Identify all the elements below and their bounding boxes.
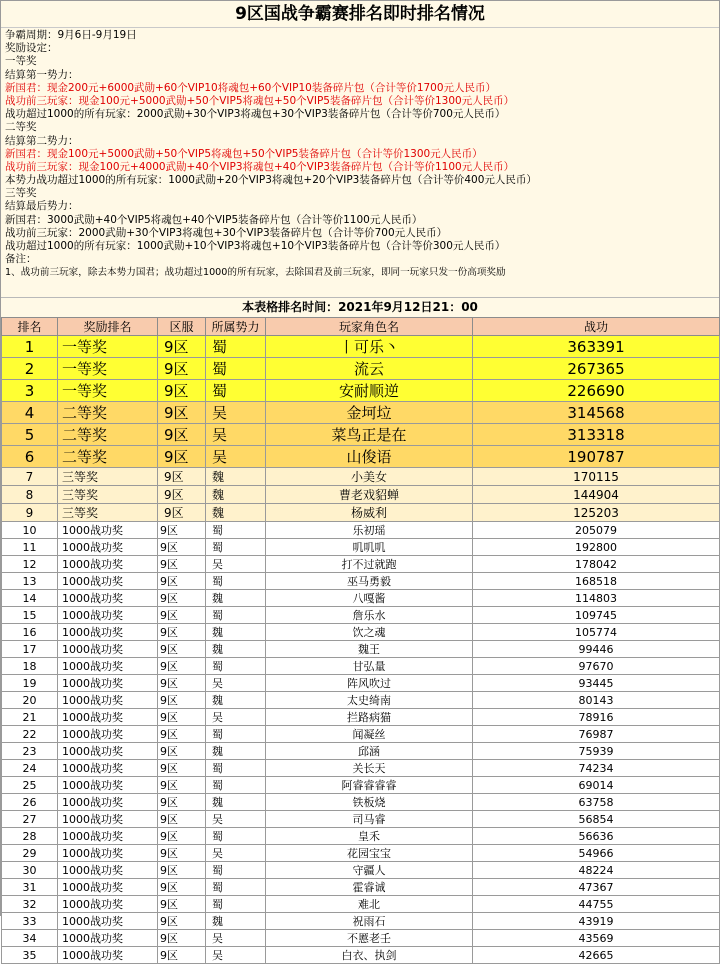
- info-line: 新国君：3000武勋+40个VIP5将魂包+40个VIP5装备碎片包（合计等价1100元人民币）: [5, 213, 423, 226]
- cell-merit[interactable]: 363391: [473, 336, 720, 358]
- cell-merit[interactable]: 69014: [473, 777, 720, 794]
- info-line: 二等奖: [5, 121, 37, 134]
- cell-force[interactable]: 吴: [206, 402, 266, 424]
- cell-prize[interactable]: 1000战功奖: [58, 777, 158, 794]
- cell-player-name[interactable]: 闻凝丝: [266, 726, 473, 743]
- cell-rank[interactable]: 17: [2, 641, 58, 658]
- cell-player-name[interactable]: 关长天: [266, 760, 473, 777]
- cell-prize[interactable]: 1000战功奖: [58, 675, 158, 692]
- table-row[interactable]: [2, 777, 720, 794]
- cell-zone[interactable]: 9区: [158, 424, 206, 446]
- cell-zone[interactable]: 9区: [158, 896, 206, 913]
- cell-prize[interactable]: 1000战功奖: [58, 828, 158, 845]
- cell-player-name[interactable]: 铁板烧: [266, 794, 473, 811]
- cell-merit[interactable]: 109745: [473, 607, 720, 624]
- table-row[interactable]: [2, 539, 720, 556]
- cell-zone[interactable]: 9区: [158, 624, 206, 641]
- column-header-rank[interactable]: 排名: [2, 318, 58, 336]
- cell-force[interactable]: 吴: [206, 446, 266, 468]
- cell-force[interactable]: 吴: [206, 675, 266, 692]
- cell-player-name[interactable]: 山俊语: [266, 446, 473, 468]
- info-line: 奖励设定：: [5, 42, 58, 55]
- cell-merit[interactable]: 314568: [473, 402, 720, 424]
- cell-rank[interactable]: 1: [2, 336, 58, 358]
- cell-zone[interactable]: 9区: [158, 539, 206, 556]
- cell-rank[interactable]: 13: [2, 573, 58, 590]
- cell-player-name[interactable]: 甘弘量: [266, 658, 473, 675]
- cell-force[interactable]: 魏: [206, 641, 266, 658]
- cell-player-name[interactable]: 巫马勇毅: [266, 573, 473, 590]
- cell-force[interactable]: 蜀: [206, 358, 266, 380]
- cell-force[interactable]: 蜀: [206, 726, 266, 743]
- info-line: 结算第二势力：: [5, 134, 79, 147]
- info-line: 战功前三玩家：现金100元+5000武勋+50个VIP5将魂包+50个VIP5装备碎片包（合计等价1300元人民币）: [5, 94, 515, 107]
- cell-player-name[interactable]: 菜鸟正是在: [266, 424, 473, 446]
- cell-rank[interactable]: 33: [2, 913, 58, 930]
- cell-merit[interactable]: 43919: [473, 913, 720, 930]
- cell-zone[interactable]: 9区: [158, 930, 206, 947]
- cell-zone[interactable]: 9区: [158, 641, 206, 658]
- cell-force[interactable]: 吴: [206, 709, 266, 726]
- cell-rank[interactable]: 20: [2, 692, 58, 709]
- cell-force[interactable]: 魏: [206, 486, 266, 504]
- cell-zone[interactable]: 9区: [158, 556, 206, 573]
- cell-zone[interactable]: 9区: [158, 947, 206, 964]
- table-row[interactable]: [2, 446, 720, 468]
- cell-prize[interactable]: 1000战功奖: [58, 522, 158, 539]
- cell-merit[interactable]: 56854: [473, 811, 720, 828]
- table-row[interactable]: [2, 573, 720, 590]
- cell-prize[interactable]: 一等奖: [58, 336, 158, 358]
- table-row[interactable]: [2, 862, 720, 879]
- cell-rank[interactable]: 26: [2, 794, 58, 811]
- cell-merit[interactable]: 56636: [473, 828, 720, 845]
- cell-rank[interactable]: 32: [2, 896, 58, 913]
- cell-force[interactable]: 吴: [206, 424, 266, 446]
- cell-player-name[interactable]: 守疆人: [266, 862, 473, 879]
- cell-merit[interactable]: 190787: [473, 446, 720, 468]
- cell-merit[interactable]: 42665: [473, 947, 720, 964]
- cell-zone[interactable]: 9区: [158, 811, 206, 828]
- cell-force[interactable]: 魏: [206, 590, 266, 607]
- cell-prize[interactable]: 1000战功奖: [58, 913, 158, 930]
- info-line: 战功前三玩家：2000武勋+30个VIP3将魂包+30个VIP3装备碎片包（合计等价700元人民币）: [5, 226, 448, 239]
- cell-rank[interactable]: 28: [2, 828, 58, 845]
- cell-player-name[interactable]: 叽叽叽: [266, 539, 473, 556]
- table-row[interactable]: [2, 930, 720, 947]
- cell-zone[interactable]: 9区: [158, 709, 206, 726]
- cell-force[interactable]: 魏: [206, 624, 266, 641]
- cell-zone[interactable]: 9区: [158, 828, 206, 845]
- cell-prize[interactable]: 1000战功奖: [58, 658, 158, 675]
- cell-merit[interactable]: 192800: [473, 539, 720, 556]
- cell-prize[interactable]: 1000战功奖: [58, 607, 158, 624]
- cell-player-name[interactable]: 打不过就跑: [266, 556, 473, 573]
- cell-merit[interactable]: 97670: [473, 658, 720, 675]
- cell-force[interactable]: 蜀: [206, 522, 266, 539]
- table-row[interactable]: [2, 658, 720, 675]
- cell-zone[interactable]: 9区: [158, 446, 206, 468]
- cell-zone[interactable]: 9区: [158, 486, 206, 504]
- cell-player-name[interactable]: 阿睿睿睿睿: [266, 777, 473, 794]
- cell-prize[interactable]: 1000战功奖: [58, 573, 158, 590]
- cell-rank[interactable]: 31: [2, 879, 58, 896]
- ranking-table: [1, 317, 720, 964]
- cell-prize[interactable]: 1000战功奖: [58, 862, 158, 879]
- cell-prize[interactable]: 1000战功奖: [58, 590, 158, 607]
- table-row[interactable]: [2, 336, 720, 358]
- cell-merit[interactable]: 80143: [473, 692, 720, 709]
- cell-player-name[interactable]: 难北: [266, 896, 473, 913]
- cell-rank[interactable]: 10: [2, 522, 58, 539]
- cell-rank[interactable]: 9: [2, 504, 58, 522]
- cell-zone[interactable]: 9区: [158, 743, 206, 760]
- cell-zone[interactable]: 9区: [158, 402, 206, 424]
- column-header-force[interactable]: 所属势力: [206, 318, 266, 336]
- cell-force[interactable]: 蜀: [206, 658, 266, 675]
- cell-prize[interactable]: 1000战功奖: [58, 845, 158, 862]
- column-header-prize[interactable]: 奖励排名: [58, 318, 158, 336]
- cell-prize[interactable]: 二等奖: [58, 424, 158, 446]
- cell-rank[interactable]: 14: [2, 590, 58, 607]
- table-header-row: [2, 318, 720, 336]
- cell-player-name[interactable]: 阵风吹过: [266, 675, 473, 692]
- cell-merit[interactable]: 99446: [473, 641, 720, 658]
- cell-rank[interactable]: 5: [2, 424, 58, 446]
- cell-zone[interactable]: 9区: [158, 879, 206, 896]
- cell-merit[interactable]: 125203: [473, 504, 720, 522]
- cell-zone[interactable]: 9区: [158, 845, 206, 862]
- cell-force[interactable]: 蜀: [206, 380, 266, 402]
- cell-prize[interactable]: 二等奖: [58, 446, 158, 468]
- cell-prize[interactable]: 1000战功奖: [58, 556, 158, 573]
- cell-merit[interactable]: 47367: [473, 879, 720, 896]
- cell-force[interactable]: 吴: [206, 556, 266, 573]
- table-row[interactable]: [2, 811, 720, 828]
- table-row[interactable]: [2, 424, 720, 446]
- cell-prize[interactable]: 1000战功奖: [58, 726, 158, 743]
- cell-rank[interactable]: 15: [2, 607, 58, 624]
- cell-merit[interactable]: 93445: [473, 675, 720, 692]
- cell-merit[interactable]: 63758: [473, 794, 720, 811]
- cell-zone[interactable]: 9区: [158, 794, 206, 811]
- sheet-title: 9区国战争霸赛排名即时排名情况: [1, 1, 719, 28]
- cell-rank[interactable]: 24: [2, 760, 58, 777]
- cell-merit[interactable]: 313318: [473, 424, 720, 446]
- table-row[interactable]: [2, 486, 720, 504]
- cell-rank[interactable]: 29: [2, 845, 58, 862]
- cell-rank[interactable]: 34: [2, 930, 58, 947]
- table-row[interactable]: [2, 504, 720, 522]
- cell-rank[interactable]: 23: [2, 743, 58, 760]
- table-row[interactable]: [2, 896, 720, 913]
- cell-rank[interactable]: 35: [2, 947, 58, 964]
- cell-force[interactable]: 蜀: [206, 879, 266, 896]
- cell-player-name[interactable]: 拦路病猫: [266, 709, 473, 726]
- cell-merit[interactable]: 78916: [473, 709, 720, 726]
- column-header-player-name[interactable]: 玩家角色名: [266, 318, 473, 336]
- cell-zone[interactable]: 9区: [158, 658, 206, 675]
- cell-rank[interactable]: 25: [2, 777, 58, 794]
- cell-force[interactable]: 蜀: [206, 760, 266, 777]
- cell-prize[interactable]: 1000战功奖: [58, 947, 158, 964]
- cell-force[interactable]: 蜀: [206, 777, 266, 794]
- cell-prize[interactable]: 1000战功奖: [58, 794, 158, 811]
- table-row[interactable]: [2, 879, 720, 896]
- cell-prize[interactable]: 三等奖: [58, 504, 158, 522]
- cell-merit[interactable]: 178042: [473, 556, 720, 573]
- cell-prize[interactable]: 三等奖: [58, 486, 158, 504]
- table-row[interactable]: [2, 794, 720, 811]
- ranking-time: 本表格排名时间：2021年9月12日21：00: [1, 297, 719, 318]
- table-row[interactable]: [2, 709, 720, 726]
- cell-zone[interactable]: 9区: [158, 468, 206, 486]
- cell-force[interactable]: 蜀: [206, 573, 266, 590]
- cell-merit[interactable]: 74234: [473, 760, 720, 777]
- cell-prize[interactable]: 三等奖: [58, 468, 158, 486]
- table-row[interactable]: [2, 402, 720, 424]
- cell-zone[interactable]: 9区: [158, 504, 206, 522]
- cell-player-name[interactable]: 小美女: [266, 468, 473, 486]
- cell-player-name[interactable]: 太史绮南: [266, 692, 473, 709]
- cell-merit[interactable]: 267365: [473, 358, 720, 380]
- cell-prize[interactable]: 1000战功奖: [58, 811, 158, 828]
- table-row[interactable]: [2, 556, 720, 573]
- table-row[interactable]: [2, 641, 720, 658]
- cell-zone[interactable]: 9区: [158, 336, 206, 358]
- cell-prize[interactable]: 1000战功奖: [58, 879, 158, 896]
- cell-zone[interactable]: 9区: [158, 380, 206, 402]
- cell-zone[interactable]: 9区: [158, 777, 206, 794]
- cell-prize[interactable]: 1000战功奖: [58, 896, 158, 913]
- reward-info: [1, 28, 719, 280]
- cell-zone[interactable]: 9区: [158, 862, 206, 879]
- cell-rank[interactable]: 4: [2, 402, 58, 424]
- info-line: 备注：: [5, 253, 37, 266]
- cell-merit[interactable]: 43569: [473, 930, 720, 947]
- cell-merit[interactable]: 48224: [473, 862, 720, 879]
- table-row[interactable]: [2, 380, 720, 402]
- cell-force[interactable]: 吴: [206, 811, 266, 828]
- cell-player-name[interactable]: 不慝老壬: [266, 930, 473, 947]
- info-line: 结算最后势力：: [5, 200, 79, 213]
- cell-merit[interactable]: 75939: [473, 743, 720, 760]
- cell-zone[interactable]: 9区: [158, 607, 206, 624]
- cell-merit[interactable]: 114803: [473, 590, 720, 607]
- table-row[interactable]: [2, 675, 720, 692]
- cell-zone[interactable]: 9区: [158, 692, 206, 709]
- cell-merit[interactable]: 76987: [473, 726, 720, 743]
- cell-force[interactable]: 吴: [206, 930, 266, 947]
- column-header-zone[interactable]: 区服: [158, 318, 206, 336]
- cell-rank[interactable]: 22: [2, 726, 58, 743]
- cell-force[interactable]: 魏: [206, 692, 266, 709]
- cell-force[interactable]: 蜀: [206, 539, 266, 556]
- cell-prize[interactable]: 1000战功奖: [58, 930, 158, 947]
- cell-prize[interactable]: 1000战功奖: [58, 539, 158, 556]
- cell-player-name[interactable]: 祝雨石: [266, 913, 473, 930]
- cell-player-name[interactable]: 流云: [266, 358, 473, 380]
- info-line: 战功前三玩家：现金100元+4000武勋+40个VIP3将魂包+40个VIP3装备碎片包（合计等价1100元人民币）: [5, 160, 515, 173]
- info-line: 战功超过1000的所有玩家：1000武勋+10个VIP3将魂包+10个VIP3装备碎片包（合计等价300元人民币）: [5, 240, 506, 252]
- cell-force[interactable]: 吴: [206, 845, 266, 862]
- table-row[interactable]: [2, 743, 720, 760]
- cell-player-name[interactable]: 杨威利: [266, 504, 473, 522]
- cell-zone[interactable]: 9区: [158, 522, 206, 539]
- table-row[interactable]: [2, 607, 720, 624]
- table-row[interactable]: [2, 828, 720, 845]
- table-row[interactable]: [2, 468, 720, 486]
- cell-prize[interactable]: 1000战功奖: [58, 709, 158, 726]
- info-line: 争霸周期：9月6日-9月19日: [5, 29, 137, 41]
- cell-rank[interactable]: 7: [2, 468, 58, 486]
- cell-player-name[interactable]: 司马睿: [266, 811, 473, 828]
- cell-rank[interactable]: 16: [2, 624, 58, 641]
- cell-rank[interactable]: 12: [2, 556, 58, 573]
- cell-player-name[interactable]: 丨可乐丶: [266, 336, 473, 358]
- cell-player-name[interactable]: 皇禾: [266, 828, 473, 845]
- cell-player-name[interactable]: 乐初瑶: [266, 522, 473, 539]
- cell-rank[interactable]: 27: [2, 811, 58, 828]
- cell-merit[interactable]: 226690: [473, 380, 720, 402]
- info-line: 战功超过1000的所有玩家：2000武勋+30个VIP3将魂包+30个VIP3装备碎片包（合计等价700元人民币）: [5, 108, 506, 121]
- cell-zone[interactable]: 9区: [158, 726, 206, 743]
- cell-rank[interactable]: 2: [2, 358, 58, 380]
- cell-force[interactable]: 魏: [206, 913, 266, 930]
- table-row[interactable]: [2, 692, 720, 709]
- table-row[interactable]: [2, 590, 720, 607]
- info-line: 一等奖: [5, 55, 37, 68]
- cell-zone[interactable]: 9区: [158, 358, 206, 380]
- cell-rank[interactable]: 18: [2, 658, 58, 675]
- cell-rank[interactable]: 30: [2, 862, 58, 879]
- cell-player-name[interactable]: 霍睿诚: [266, 879, 473, 896]
- cell-prize[interactable]: 二等奖: [58, 402, 158, 424]
- cell-force[interactable]: 吴: [206, 947, 266, 964]
- cell-prize[interactable]: 1000战功奖: [58, 760, 158, 777]
- cell-zone[interactable]: 9区: [158, 913, 206, 930]
- cell-merit[interactable]: 144904: [473, 486, 720, 504]
- cell-zone[interactable]: 9区: [158, 590, 206, 607]
- cell-merit[interactable]: 54966: [473, 845, 720, 862]
- cell-player-name[interactable]: 曹老戏貂蝉: [266, 486, 473, 504]
- table-row[interactable]: [2, 760, 720, 777]
- cell-prize[interactable]: 1000战功奖: [58, 743, 158, 760]
- cell-player-name[interactable]: 安耐顺逆: [266, 380, 473, 402]
- cell-force[interactable]: 蜀: [206, 896, 266, 913]
- cell-zone[interactable]: 9区: [158, 675, 206, 692]
- cell-force[interactable]: 蜀: [206, 828, 266, 845]
- cell-force[interactable]: 魏: [206, 794, 266, 811]
- table-row[interactable]: [2, 726, 720, 743]
- cell-merit[interactable]: 105774: [473, 624, 720, 641]
- column-header-merit[interactable]: 战功: [473, 318, 720, 336]
- table-row[interactable]: [2, 913, 720, 930]
- cell-player-name[interactable]: 邱涵: [266, 743, 473, 760]
- cell-rank[interactable]: 19: [2, 675, 58, 692]
- cell-force[interactable]: 魏: [206, 468, 266, 486]
- cell-player-name[interactable]: 魏王: [266, 641, 473, 658]
- cell-player-name[interactable]: 饮之魂: [266, 624, 473, 641]
- cell-rank[interactable]: 6: [2, 446, 58, 468]
- cell-player-name[interactable]: 八嘎酱: [266, 590, 473, 607]
- cell-rank[interactable]: 11: [2, 539, 58, 556]
- cell-merit[interactable]: 205079: [473, 522, 720, 539]
- cell-zone[interactable]: 9区: [158, 573, 206, 590]
- cell-rank[interactable]: 8: [2, 486, 58, 504]
- cell-rank[interactable]: 3: [2, 380, 58, 402]
- cell-player-name[interactable]: 白衣、执剑: [266, 947, 473, 964]
- info-line: 新国君：现金100元+5000武勋+50个VIP5将魂包+50个VIP5装备碎片包（合计等价1300元人民币）: [5, 147, 483, 160]
- cell-prize[interactable]: 一等奖: [58, 380, 158, 402]
- info-line: 三等奖: [5, 187, 37, 200]
- cell-prize[interactable]: 一等奖: [58, 358, 158, 380]
- table-row[interactable]: [2, 358, 720, 380]
- cell-prize[interactable]: 1000战功奖: [58, 624, 158, 641]
- info-line: 结算第一势力：: [5, 68, 79, 81]
- info-line: 本势力战功超过1000的所有玩家：1000武勋+20个VIP3将魂包+20个VIP3装备碎片包（合计等价400元人民币）: [5, 174, 537, 187]
- cell-player-name[interactable]: 金坷垃: [266, 402, 473, 424]
- cell-player-name[interactable]: 詹乐水: [266, 607, 473, 624]
- cell-force[interactable]: 魏: [206, 743, 266, 760]
- cell-force[interactable]: 蜀: [206, 607, 266, 624]
- cell-merit[interactable]: 168518: [473, 573, 720, 590]
- cell-prize[interactable]: 1000战功奖: [58, 692, 158, 709]
- cell-force[interactable]: 蜀: [206, 862, 266, 879]
- cell-merit[interactable]: 44755: [473, 896, 720, 913]
- cell-player-name[interactable]: 花园宝宝: [266, 845, 473, 862]
- cell-merit[interactable]: 170115: [473, 468, 720, 486]
- table-row[interactable]: [2, 624, 720, 641]
- cell-force[interactable]: 魏: [206, 504, 266, 522]
- info-line: 1、战功前三玩家，除去本势力国君；战功超过1000的所有玩家，去除国君及前三玩家，即同一玩家只发一份高项奖励: [5, 267, 506, 279]
- cell-force[interactable]: 蜀: [206, 336, 266, 358]
- info-line: 新国君：现金200元+6000武勋+60个VIP10将魂包+60个VIP10装备碎片包（合计等价1700元人民币）: [5, 81, 497, 94]
- table-row[interactable]: [2, 522, 720, 539]
- cell-zone[interactable]: 9区: [158, 760, 206, 777]
- cell-rank[interactable]: 21: [2, 709, 58, 726]
- table-row[interactable]: [2, 947, 720, 964]
- table-row[interactable]: [2, 845, 720, 862]
- cell-prize[interactable]: 1000战功奖: [58, 641, 158, 658]
